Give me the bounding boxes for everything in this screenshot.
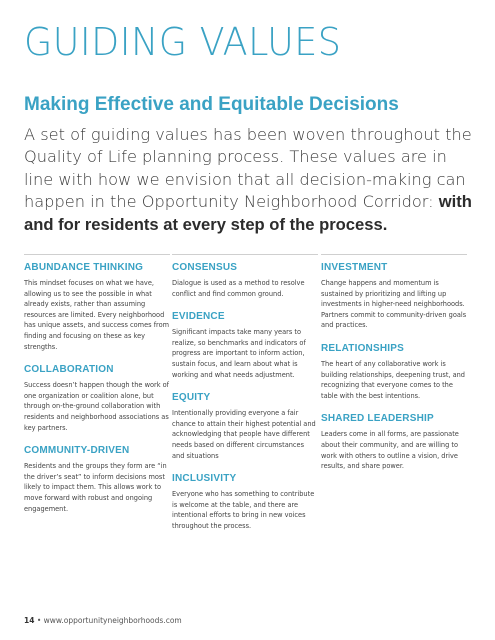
value-heading: SHARED LEADERSHIP bbox=[321, 413, 434, 425]
value-description: Residents and the groups they form are “in the driver’s seat” to inform decisions most likely to impact them. This allows work to move forward with robust and ongoing engagement. bbox=[24, 462, 167, 513]
intro-text: A set of guiding values has been woven throughout the Quality of Life planning process. These values are in line with how we envision that all decision-making can happen in the Opportunity Neighborhood Corridor: bbox=[24, 125, 472, 212]
value-abundance-thinking bbox=[24, 254, 170, 352]
value-relationships bbox=[321, 343, 467, 401]
intro-emphasis: with and for residents at every step of the process. bbox=[24, 192, 472, 234]
value-heading: ABUNDANCE THINKING bbox=[24, 262, 144, 273]
page-title: GUIDING VALUES bbox=[24, 20, 342, 64]
value-collaboration bbox=[24, 364, 170, 433]
value-shared-leadership bbox=[321, 413, 467, 471]
value-heading: COMMUNITY-DRIVEN bbox=[24, 445, 130, 457]
value-community-driven bbox=[24, 445, 170, 514]
value-inclusivity bbox=[172, 473, 318, 531]
section-divider bbox=[172, 254, 318, 255]
section-divider bbox=[24, 254, 170, 255]
value-description: Leaders come in all forms, are passionate about their community, and are willing to work with others to outline a vision, drive results, and share power. bbox=[321, 430, 459, 471]
value-heading: EVIDENCE bbox=[172, 311, 225, 323]
value-consensus bbox=[172, 254, 318, 299]
value-description: Everyone who has something to contribute is welcome at the table, and there are intentional efforts to bring in new voices throughout the process. bbox=[172, 490, 315, 530]
footer-url: www.opportunityneighborhoods.com bbox=[43, 616, 182, 625]
page-number: 14 bbox=[24, 616, 35, 625]
intro-paragraph bbox=[24, 124, 474, 236]
value-heading: INVESTMENT bbox=[321, 262, 388, 273]
values-column-1 bbox=[24, 254, 170, 526]
value-investment bbox=[321, 254, 467, 331]
value-description: Intentionally providing everyone a fair chance to attain their highest potential and acknowledging that people have different needs based on different circumstances and situations bbox=[172, 409, 316, 460]
footer-separator: • bbox=[36, 616, 42, 625]
values-column-3 bbox=[321, 254, 467, 484]
section-divider bbox=[321, 254, 467, 255]
value-equity bbox=[172, 392, 318, 461]
value-heading: COLLABORATION bbox=[24, 364, 114, 376]
value-heading: EQUITY bbox=[172, 392, 211, 404]
value-heading: INCLUSIVITY bbox=[172, 473, 237, 485]
value-evidence bbox=[172, 311, 318, 380]
page-subtitle: Making Effective and Equitable Decisions bbox=[24, 94, 399, 115]
value-description: The heart of any collaborative work is building relationships, deepening trust, and recognizing that everyone comes to the table with the best intentions. bbox=[321, 359, 465, 400]
page-footer bbox=[24, 616, 182, 625]
values-column-2 bbox=[172, 254, 318, 544]
value-heading: RELATIONSHIPS bbox=[321, 342, 404, 354]
value-description: This mindset focuses on what we have, allowing us to see the possible in what already exists, rather than assuming resources are limited. Every neighborhood has unique assets, and success comes from finding and focusing on these as key strengths. bbox=[24, 279, 170, 351]
value-description: Change happens and momentum is sustained by prioritizing and lifting up investments in higher-need neighborhoods. Partners commit to community-driven goals and practices. bbox=[321, 279, 467, 330]
value-heading: CONSENSUS bbox=[172, 262, 238, 273]
value-description: Dialogue is used as a method to resolve conflict and find common ground. bbox=[172, 279, 305, 298]
value-description: Significant impacts take many years to realize, so benchmarks and indicators of progress are important to inform action, sustain focus, and learn about what is working and what needs adjustment. bbox=[172, 328, 306, 379]
value-description: Success doesn’t happen though the work of one organization or coalition alone, but through on-the-ground collaboration with residents and neighborhood associations as key partners. bbox=[24, 381, 169, 432]
